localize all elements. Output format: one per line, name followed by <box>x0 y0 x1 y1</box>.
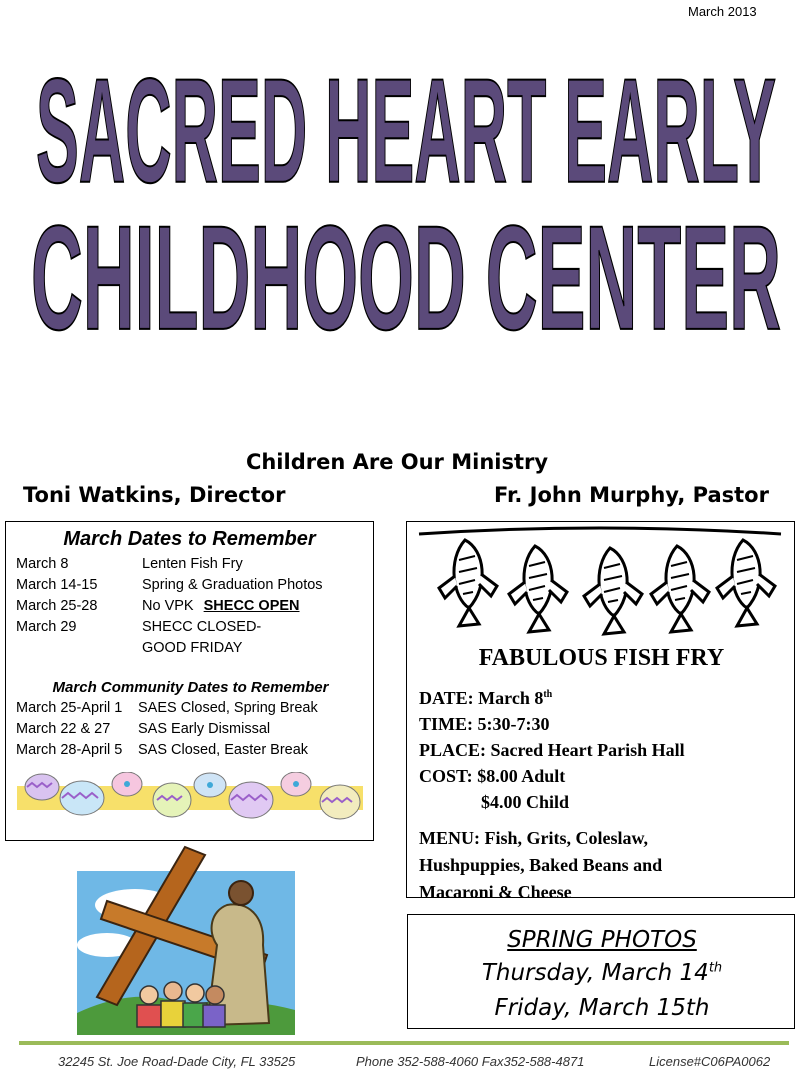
event-emphasis: SHECC OPEN <box>203 598 300 614</box>
event-label: Lenten Fish Fry <box>142 556 243 572</box>
title-line-1: SACRED HEART EARLY <box>36 47 777 214</box>
photo-day-1-suffix: th <box>708 960 723 976</box>
event-label: SAES Closed, Spring Break <box>138 700 318 716</box>
date-label: March 29 <box>16 619 77 635</box>
photo-day-1-text: Thursday, March 14 <box>481 960 709 986</box>
cost-adult: $8.00 Adult <box>477 766 566 786</box>
date-label: DATE: <box>419 688 474 708</box>
photo-day-1 <box>408 960 796 986</box>
event-label: SAS Closed, Easter Break <box>138 742 309 758</box>
spring-photos-box <box>407 914 795 1029</box>
event-label <box>142 598 300 614</box>
pastor-name: Fr. John Murphy, Pastor <box>494 483 769 507</box>
date-label: March 14-15 <box>16 577 98 593</box>
event-label: SAS Early Dismissal <box>138 721 271 737</box>
march-dates-box <box>5 521 374 841</box>
community-dates-title: March Community Dates to Remember <box>52 679 329 696</box>
hanging-fish-icon <box>415 526 785 636</box>
fish-fry-cost <box>419 766 565 787</box>
spring-photos-title: SPRING PHOTOS <box>507 927 697 953</box>
cost-child: $4.00 Child <box>481 792 570 812</box>
date-suffix: th <box>543 689 553 700</box>
menu-line-1: Fish, Grits, Coleslaw, <box>484 828 649 848</box>
fish-fry-menu <box>419 828 648 849</box>
footer-phone: Phone 352-588-4060 Fax352-588-4871 <box>356 1054 585 1069</box>
menu-label: MENU: <box>419 828 480 848</box>
date-label: March 22 & 27 <box>16 721 111 737</box>
date-label: March 8 <box>16 556 69 572</box>
title-banner <box>0 40 812 440</box>
cost-label: COST: <box>419 766 473 786</box>
tagline: Children Are Our Ministry <box>245 450 549 474</box>
fish-fry-title: FABULOUS FISH FRY <box>478 645 725 671</box>
date-label: March 25-April 1 <box>16 700 123 716</box>
event-text: No VPK <box>142 598 194 614</box>
date-value: March 8 <box>478 688 544 708</box>
fish-fry-date <box>419 688 552 709</box>
menu-line-2: Hushpuppies, Baked Beans and <box>419 855 663 875</box>
easter-eggs-border <box>17 772 363 827</box>
event-label: SHECC CLOSED- <box>142 619 262 635</box>
footer-address: 32245 St. Joe Road-Dade City, FL 33525 <box>58 1054 296 1069</box>
place-value: Sacred Heart Parish Hall <box>490 740 685 760</box>
time-label: TIME: <box>419 714 473 734</box>
photo-day-2: Friday, March 15th <box>494 995 710 1021</box>
footer-license: License#C06PA0062 <box>649 1054 771 1069</box>
footer-divider <box>19 1041 789 1045</box>
fish-fry-place <box>419 740 685 761</box>
place-label: PLACE: <box>419 740 486 760</box>
event-continuation: GOOD FRIDAY <box>142 640 243 656</box>
title-line-2: CHILDHOOD CENTER <box>31 194 782 361</box>
dates-box-title: March Dates to Remember <box>63 528 316 550</box>
date-label: March 28-April 5 <box>16 742 123 758</box>
time-value: 5:30-7:30 <box>477 714 550 734</box>
date-label: March 25-28 <box>16 598 98 614</box>
jesus-carrying-cross-illustration <box>77 845 295 1035</box>
fish-fry-box <box>406 521 795 898</box>
menu-line-3: Macaroni & Cheese <box>419 882 572 898</box>
director-name: Toni Watkins, Director <box>23 483 286 507</box>
event-label: Spring & Graduation Photos <box>142 577 323 593</box>
fish-fry-time <box>419 714 549 735</box>
newsletter-date: March 2013 <box>688 4 757 19</box>
